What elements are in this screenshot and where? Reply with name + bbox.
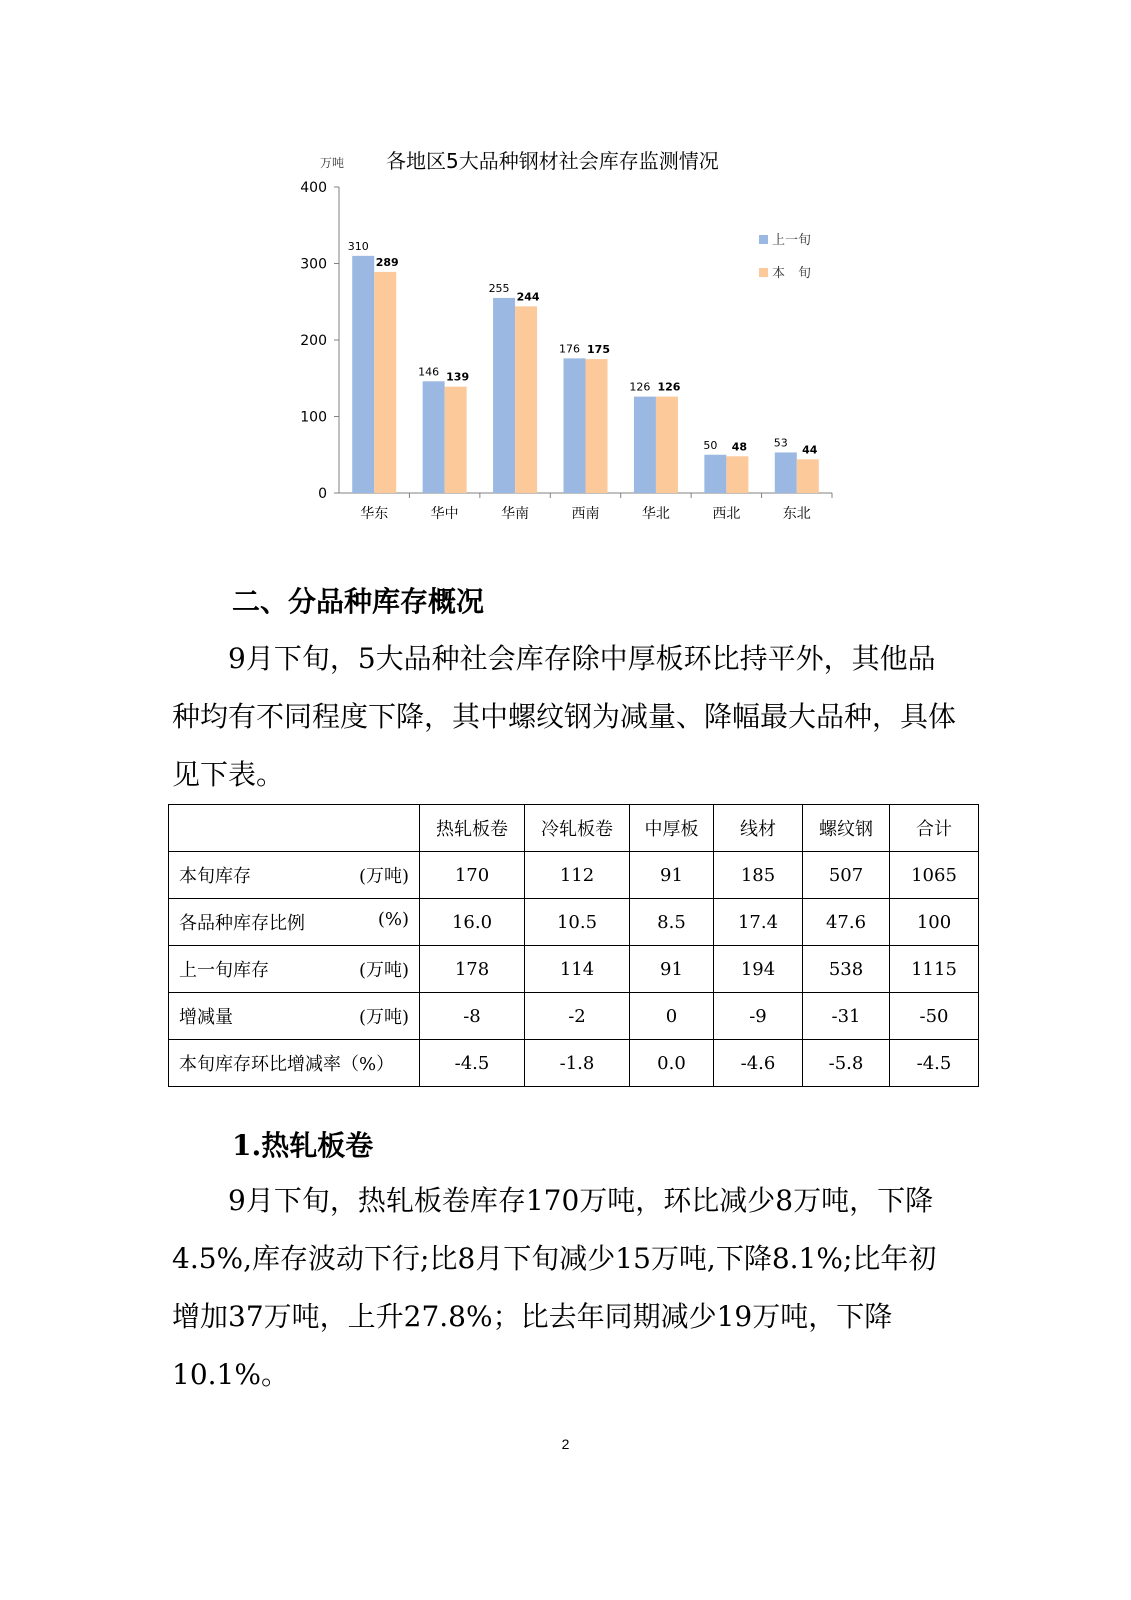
row-label: 上一旬库存 [179, 960, 269, 981]
bar-curr [374, 272, 396, 493]
chart-bars [348, 240, 819, 493]
table-cell: 91 [630, 852, 714, 899]
bar-prev [704, 455, 726, 493]
table-cell: 16.0 [420, 899, 525, 946]
section-paragraph-hot-rolled: 9月下旬，热轧板卷库存170万吨，环比减少8万吨，下降4.5%,库存波动下行;比8月下旬减少15万吨,下降8.1%;比年初增加37万吨，上升27.8%；比去年同期减少19万吨，下降10.1%。 [172, 1184, 937, 1391]
legend-label-prev: 上一旬 [772, 233, 812, 248]
y-tick-label: 100 [300, 409, 327, 426]
table-header-row [169, 805, 979, 852]
table-cell: 114 [525, 946, 630, 993]
table-header-cell: 热轧板卷 [420, 805, 525, 852]
row-label-cell [169, 993, 420, 1040]
y-tick-label: 0 [318, 486, 327, 502]
row-unit: (%) [377, 909, 409, 930]
table-cell: 178 [420, 946, 525, 993]
table-row [169, 946, 979, 993]
table-cell: 112 [525, 852, 630, 899]
table-cell: 1065 [890, 852, 979, 899]
bar-value-label: 44 [802, 443, 818, 457]
bar-value-label: 310 [347, 239, 369, 253]
bar-value-label: 50 [703, 438, 718, 452]
table-cell: -31 [803, 993, 890, 1040]
table-cell: -8 [420, 993, 525, 1040]
bar-curr [515, 306, 537, 493]
table-cell: -9 [714, 993, 803, 1040]
row-label-cell [169, 1040, 420, 1087]
page-number: 2 [561, 1436, 570, 1452]
bar-value-label: 146 [418, 365, 440, 379]
section-heading-varieties: 二、分品种库存概况 [232, 585, 485, 618]
bar-value-label: 176 [559, 342, 580, 356]
table-cell: 10.5 [525, 899, 630, 946]
table-cell: 47.6 [803, 899, 890, 946]
x-tick-label: 华北 [641, 506, 670, 522]
table-row [169, 1040, 979, 1087]
y-tick-label: 300 [300, 256, 327, 273]
row-unit: (万吨) [358, 1007, 409, 1028]
chart-legend [759, 233, 811, 281]
x-tick-label: 华南 [501, 506, 530, 522]
inventory-table [168, 804, 979, 1087]
table-cell: 538 [803, 946, 890, 993]
bar-value-label: 244 [516, 290, 540, 304]
row-label: 增减量 [179, 1007, 233, 1028]
table-cell: -4.5 [890, 1040, 979, 1087]
legend-label-curr: 本 旬 [772, 266, 812, 281]
table-header-cell: 合计 [890, 805, 979, 852]
table-cell: 185 [714, 852, 803, 899]
bar-value-label: 175 [587, 343, 610, 357]
bar-curr [797, 459, 819, 493]
table-cell: -2 [525, 993, 630, 1040]
bar-prev [423, 381, 445, 493]
row-label: 本旬库存环比增减率（%） [179, 1054, 395, 1075]
table-cell: 100 [890, 899, 979, 946]
bar-value-label: 126 [657, 380, 681, 394]
bar-value-label: 126 [629, 380, 651, 394]
table-cell: 194 [714, 946, 803, 993]
table-header-cell: 中厚板 [630, 805, 714, 852]
table-cell: -4.6 [714, 1040, 803, 1087]
inventory-bar-chart [300, 140, 860, 540]
table-header-cell: 线材 [714, 805, 803, 852]
table-cell: 17.4 [714, 899, 803, 946]
x-tick-label: 华东 [360, 506, 389, 522]
table-cell: 170 [420, 852, 525, 899]
bar-prev [775, 452, 797, 493]
bar-value-label: 53 [773, 436, 788, 450]
bar-value-label: 255 [488, 281, 510, 295]
row-unit: (万吨) [358, 866, 409, 887]
legend-swatch-prev [759, 235, 768, 244]
bar-curr [726, 456, 748, 493]
x-tick-label: 西南 [571, 506, 600, 522]
x-tick-label: 华中 [430, 506, 459, 522]
table-cell: -4.5 [420, 1040, 525, 1087]
chart-x-axis [360, 493, 832, 522]
bar-prev [352, 256, 374, 493]
table-cell: -1.8 [525, 1040, 630, 1087]
row-label-cell [169, 899, 420, 946]
table-cell: 507 [803, 852, 890, 899]
bar-prev [564, 358, 586, 493]
chart-title: 各地区5大品种钢材社会库存监测情况 [386, 149, 719, 173]
section-heading-hot-rolled: 1.热轧板卷 [232, 1129, 374, 1162]
table-cell: -50 [890, 993, 979, 1040]
row-unit: (万吨) [358, 960, 409, 981]
table-cell: 91 [630, 946, 714, 993]
y-tick-label: 400 [300, 180, 327, 196]
legend-swatch-curr [759, 268, 768, 277]
bar-value-label: 48 [731, 440, 748, 454]
table-header-cell: 螺纹钢 [803, 805, 890, 852]
y-tick-label: 200 [300, 333, 327, 349]
section-paragraph-varieties: 9月下旬，5大品种社会库存除中厚板环比持平外，其他品种均有不同程度下降，其中螺纹钢为减量、降幅最大品种，具体见下表。 [172, 642, 957, 791]
bar-curr [445, 387, 467, 493]
table-header-cell [169, 805, 420, 852]
bar-value-label: 289 [375, 255, 399, 269]
table-cell: 1115 [890, 946, 979, 993]
bar-value-label: 139 [446, 370, 470, 384]
table-row [169, 899, 979, 946]
x-tick-label: 东北 [782, 506, 811, 522]
bar-curr [586, 359, 608, 493]
row-label: 各品种库存比例 [179, 913, 305, 934]
table-cell: 0.0 [630, 1040, 714, 1087]
bar-curr [656, 397, 678, 493]
table-cell: -5.8 [803, 1040, 890, 1087]
bar-prev [634, 397, 656, 493]
table-row [169, 993, 979, 1040]
row-label: 本旬库存 [179, 866, 251, 887]
table-cell: 8.5 [630, 899, 714, 946]
chart-y-unit: 万吨 [320, 156, 345, 170]
row-label-cell [169, 852, 420, 899]
x-tick-label: 西北 [712, 506, 741, 522]
bar-prev [493, 298, 515, 493]
row-label-cell [169, 946, 420, 993]
table-header-cell: 冷轧板卷 [525, 805, 630, 852]
table-row [169, 852, 979, 899]
table-cell: 0 [630, 993, 714, 1040]
